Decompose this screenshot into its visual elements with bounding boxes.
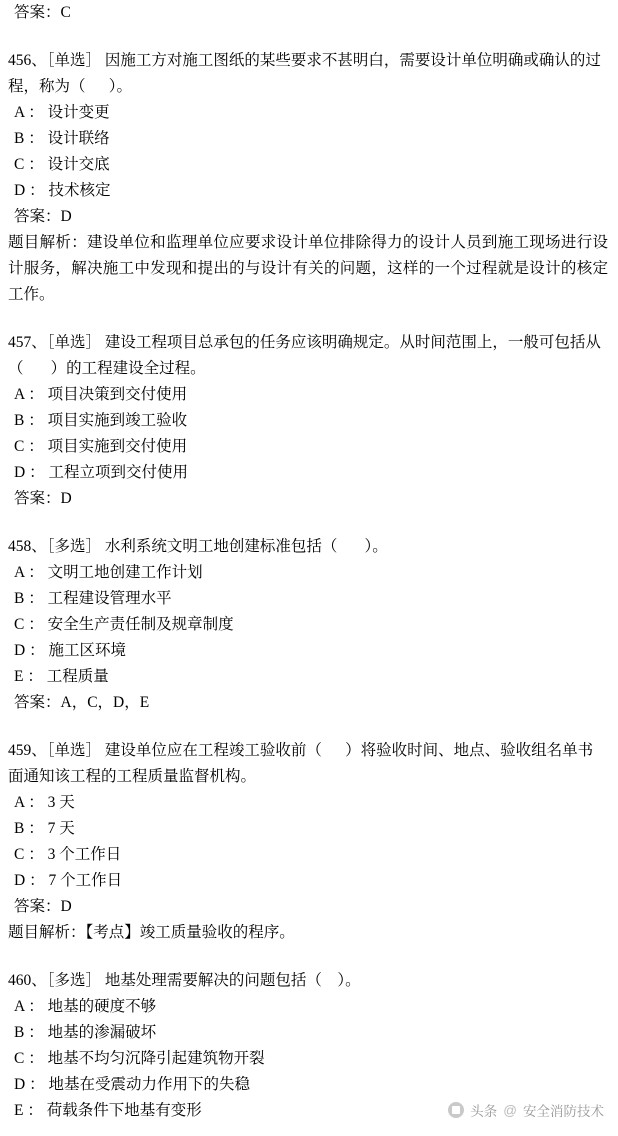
explanation-text: 题目解析：建设单位和监理单位应要求设计单位排除得力的设计人员到施工现场进行设计服务，解决施工中发现和提出的与设计有关的问题，这样的一个过程就是设计的核定工作。: [8, 234, 608, 303]
option-b[interactable]: B ： 7 天: [14, 820, 75, 837]
spacer: [8, 716, 608, 738]
question-block-457: [8, 330, 608, 512]
question-block-458: [8, 534, 608, 716]
option-d[interactable]: D ： 技术核定: [14, 182, 111, 199]
option-a[interactable]: A ： 地基的硬度不够: [14, 998, 157, 1015]
answer-line: 答案：D: [14, 208, 72, 225]
option-b[interactable]: B ： 项目实施到竣工验收: [14, 412, 188, 429]
option-c[interactable]: C ： 设计交底: [14, 156, 110, 173]
option-a[interactable]: A ： 文明工地创建工作计划: [14, 564, 203, 581]
explanation-text: 题目解析：【考点】竣工质量验收的程序。: [8, 924, 295, 941]
watermark-account: 安全消防技术: [523, 1104, 604, 1119]
option-d[interactable]: D ： 工程立项到交付使用: [14, 464, 188, 481]
watermark-source: 头条: [470, 1104, 498, 1119]
question-stem: 459、［单选］ 建设单位应在工程竣工验收前（ ）将验收时间、地点、验收组名单书面通知该工程的工程质量监督机构。: [8, 742, 594, 785]
option-c[interactable]: C ： 地基不均匀沉降引起建筑物开裂: [14, 1050, 265, 1067]
answer-line: 答案：A，C，D，E: [14, 694, 150, 711]
question-stem: 457、［单选］ 建设工程项目总承包的任务应该明确规定。从时间范围上，一般可包括从（ ）的工程建设全过程。: [8, 334, 601, 377]
option-c[interactable]: C ： 3 个工作日: [14, 846, 122, 863]
option-a[interactable]: A ： 3 天: [14, 794, 75, 811]
option-d[interactable]: D ： 地基在受震动力作用下的失稳: [14, 1076, 250, 1093]
watermark: [448, 1100, 604, 1120]
option-c[interactable]: C ： 项目实施到交付使用: [14, 438, 188, 455]
question-block-456: [8, 48, 608, 308]
option-d[interactable]: D ： 施工区环境: [14, 642, 126, 659]
option-b[interactable]: B ： 工程建设管理水平: [14, 590, 172, 607]
spacer: [8, 512, 608, 534]
option-d[interactable]: D ： 7 个工作日: [14, 872, 123, 889]
answer-line: 答案：D: [14, 898, 72, 915]
option-e[interactable]: E ： 工程质量: [14, 668, 109, 685]
question-block-459: [8, 738, 608, 946]
spacer: [8, 308, 608, 330]
option-c[interactable]: C ： 安全生产责任制及规章制度: [14, 616, 234, 633]
option-b[interactable]: B ： 地基的渗漏破坏: [14, 1024, 157, 1041]
question-stem: 458、［多选］ 水利系统文明工地创建标准包括（ ）。: [8, 538, 388, 555]
option-e[interactable]: E ： 荷载条件下地基有变形: [14, 1102, 202, 1119]
watermark-separator: @: [503, 1102, 517, 1118]
option-b[interactable]: B ： 设计联络: [14, 130, 110, 147]
question-stem: 456、［单选］ 因施工方对施工图纸的某些要求不甚明白，需要设计单位明确或确认的过程，称为（ ）。: [8, 52, 601, 95]
toutiao-logo-icon: [448, 1102, 464, 1118]
answer-line: 答案：D: [14, 490, 72, 507]
option-a[interactable]: A ： 项目决策到交付使用: [14, 386, 188, 403]
spacer: [8, 26, 608, 48]
option-a[interactable]: A ： 设计变更: [14, 104, 110, 121]
spacer: [8, 946, 608, 968]
question-stem: 460、［多选］ 地基处理需要解决的问题包括（ ）。: [8, 972, 361, 989]
previous-answer: 答案：C: [14, 4, 71, 21]
